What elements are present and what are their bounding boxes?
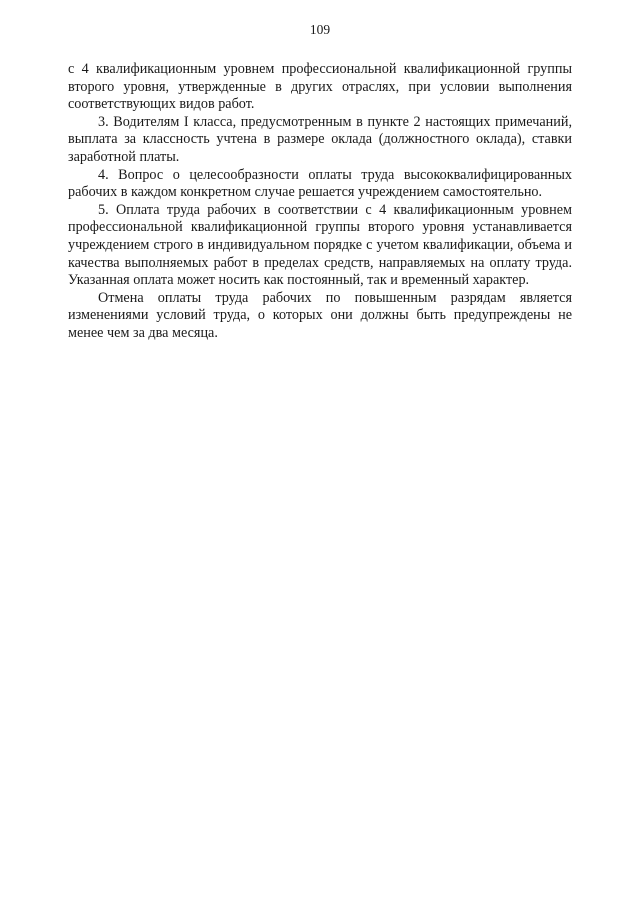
page-number: 109 (309, 22, 331, 37)
paragraph-note-4: 4. Вопрос о целесообразности оплаты труда высококвалифицированных рабочих в каждом конкретном случае решается учреждением самостоятельно. (68, 166, 572, 201)
paragraph-note-5: 5. Оплата труда рабочих в соответствии с 4 квалификационным уровнем профессиональной квалификационной группы второго уровня устанавливается учреждением строго в индивидуальном порядке с учетом квалификации, объема и качества выполняемых работ в пределах средств, направляемых на оплату труда. Указанная оплата может носить как постоянный, так и временный характер. (68, 201, 572, 289)
paragraph-continuation: с 4 квалификационным уровнем профессиональной квалификационной группы второго уровня, утвержденные в других отраслях, при условии выполнения соответствующих видов работ. (68, 61, 572, 113)
document-body (68, 61, 572, 343)
paragraph-note-3: 3. Водителям I класса, предусмотренным в пункте 2 настоящих примечаний, выплата за классность учтена в размере оклада (должностного оклада), ставки заработной платы. (68, 113, 572, 165)
paragraph-cancellation: Отмена оплаты труда рабочих по повышенным разрядам является изменениями условий труда, о которых они должны быть предупреждены не менее чем за два месяца. (68, 289, 572, 341)
